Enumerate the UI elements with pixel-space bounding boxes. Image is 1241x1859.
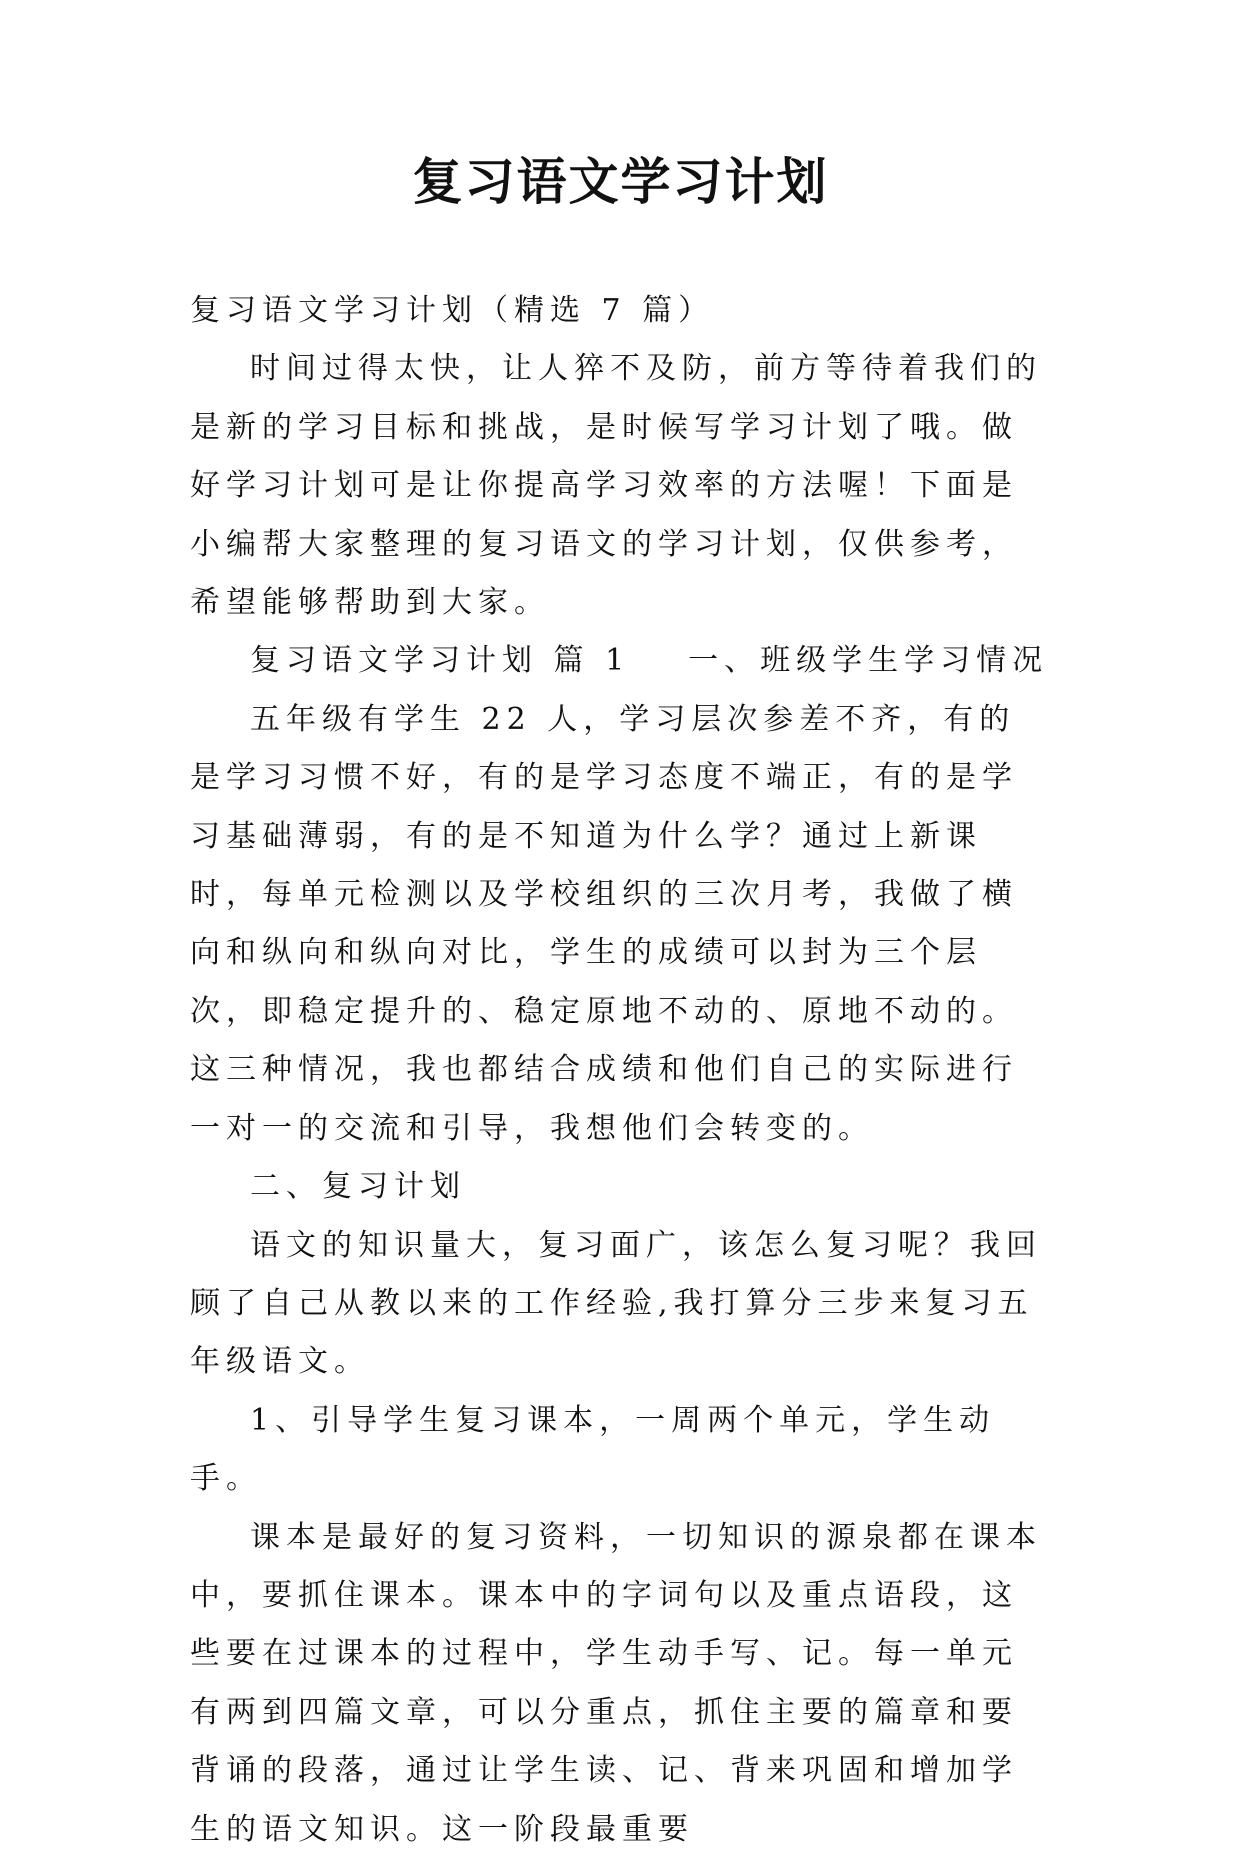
step1-heading: 1、引导学生复习课本，一周两个单元，学生动手。 [190, 1402, 996, 1497]
section2-heading: 二、复习计划 [250, 1169, 466, 1205]
section2-paragraph: 语文的知识量大，复习面广，该怎么复习呢？我回顾了自己从教以来的工作经验,我打算分三步来复习五年级语文。 [190, 1227, 1042, 1380]
document-subtitle: 复习语文学习计划（精选 7 篇） [190, 293, 715, 328]
article-heading-line [190, 632, 1050, 690]
article-heading: 复习语文学习计划 篇 1 [250, 643, 631, 679]
document-body [190, 282, 1050, 1859]
step1-paragraph: 课本是最好的复习资料，一切知识的源泉都在课本中，要抓住课本。课本中的字词句以及重点语段，这些要在过课本的过程中，学生动手写、记。每一单元有两到四篇文章，可以分重点，抓住主要的篇章和要背诵的段落，通过让学生读、记、背来巩固和增加学生的语文知识。这一阶段最重要 [190, 1519, 1042, 1847]
intro-paragraph: 时间过得太快，让人猝不及防，前方等待着我们的是新的学习目标和挑战，是时候写学习计划了哦。做好学习计划可是让你提高学习效率的方法喔！下面是小编帮大家整理的复习语文的学习计划，仅供参考，希望能够帮助到大家。 [190, 351, 1042, 621]
document-title: 复习语文学习计划 [412, 153, 829, 211]
section1-heading: 一、班级学生学习情况 [688, 643, 1049, 679]
section1-paragraph: 五年级有学生 22 人，学习层次参差不齐，有的是学习习惯不好，有的是学习态度不端正，有的是学习基础薄弱，有的是不知道为什么学？通过上新课时，每单元检测以及学校组织的三次月考，我做了横向和纵向和纵向对比，学生的成绩可以封为三个层次，即稳定提升的、稳定原地不动的、原地不动的。这三种情况，我也都结合成绩和他们自己的实际进行一对一的交流和引导，我想他们会转变的。 [190, 701, 1018, 1146]
